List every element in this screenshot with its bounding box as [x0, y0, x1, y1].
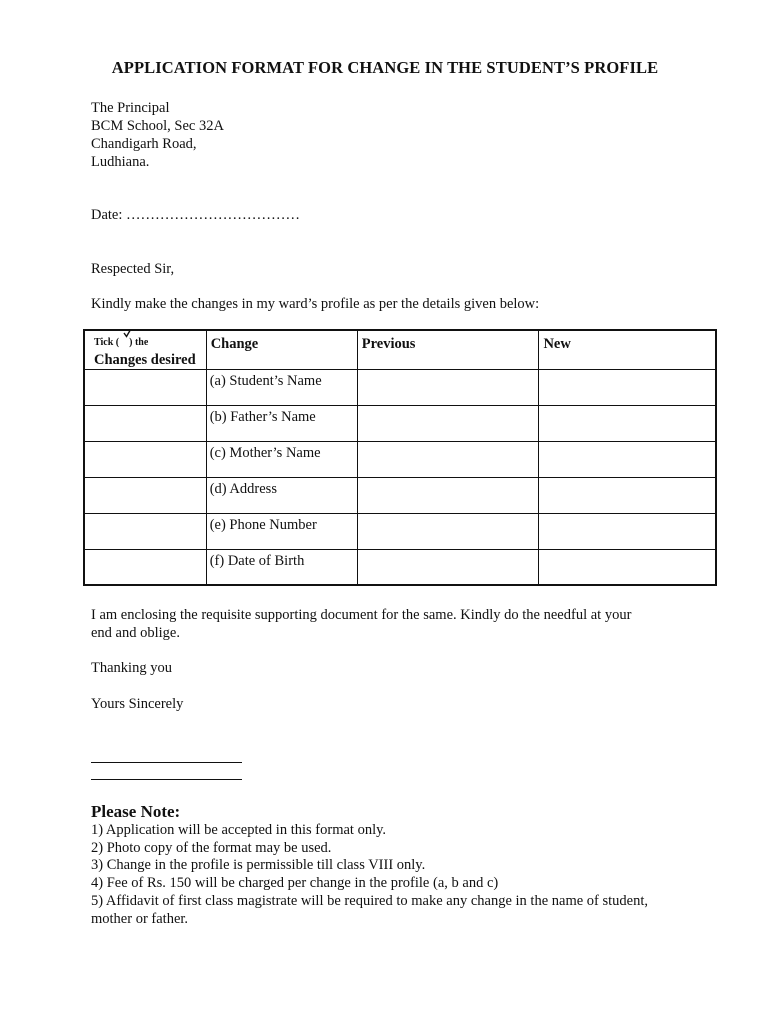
previous-cell[interactable]: [357, 369, 539, 405]
addressee-line: The Principal: [91, 100, 170, 116]
change-item-label: (e) Phone Number: [209, 516, 317, 533]
sign-off: Yours Sincerely: [91, 696, 184, 712]
addressee-line: BCM School, Sec 32A: [91, 118, 224, 134]
table-row: [84, 513, 716, 549]
note-item: 1) Application will be accepted in this format only.: [91, 822, 387, 838]
addressee-line: Ludhiana.: [91, 154, 150, 170]
tick-cell[interactable]: [84, 369, 206, 405]
changes-table: [83, 329, 717, 586]
previous-cell[interactable]: [357, 477, 539, 513]
addressee-block: [91, 99, 224, 171]
tick-cell[interactable]: [84, 441, 206, 477]
tick-header-cell: [84, 330, 206, 369]
table-row: [84, 477, 716, 513]
new-cell[interactable]: [539, 441, 716, 477]
table-row: [84, 369, 716, 405]
note-item: 2) Photo copy of the format may be used.: [91, 839, 332, 856]
change-cell: [206, 513, 357, 549]
previous-cell[interactable]: [357, 441, 539, 477]
change-item-label: (a) Student’s Name: [209, 372, 322, 389]
change-cell: [206, 405, 357, 441]
change-item-label: (b) Father’s Name: [209, 408, 316, 425]
change-header-cell: [206, 330, 357, 369]
new-cell[interactable]: [539, 369, 716, 405]
checkmark-icon: [123, 330, 131, 338]
note-item-continuation: mother or father.: [91, 910, 189, 927]
note-item: 4) Fee of Rs. 150 will be charged per change in the profile (a, b and c): [91, 874, 499, 891]
notes-list: [91, 822, 648, 928]
note-heading: Please Note:: [91, 802, 181, 821]
addressee-line: Chandigarh Road,: [91, 136, 197, 152]
thanks-text: Thanking you: [91, 660, 172, 676]
table-row: [84, 549, 716, 585]
tick-cell[interactable]: [84, 549, 206, 585]
change-cell: [206, 441, 357, 477]
signature-line[interactable]: [91, 762, 242, 763]
changes-desired-label: Changes desired: [94, 352, 196, 368]
tick-cell[interactable]: [84, 477, 206, 513]
closing-paragraph-line2: end and oblige.: [91, 625, 180, 641]
new-cell[interactable]: [539, 513, 716, 549]
table-row: [84, 441, 716, 477]
table-row: [84, 405, 716, 441]
change-cell: [206, 369, 357, 405]
note-item: 5) Affidavit of first class magistrate will be required to make any change in the name of student,: [91, 893, 649, 909]
tick-cell[interactable]: [84, 513, 206, 549]
change-cell: [206, 477, 357, 513]
change-cell: [206, 549, 357, 585]
previous-cell[interactable]: [357, 513, 539, 549]
previous-header: Previous: [361, 336, 416, 352]
change-item-label: (f) Date of Birth: [209, 552, 305, 569]
page-title: APPLICATION FORMAT FOR CHANGE IN THE STUDENT’S PROFILE: [111, 58, 659, 77]
new-header-cell: [539, 330, 716, 369]
closing-paragraph-line1: I am enclosing the requisite supporting document for the same. Kindly do the needful at your: [91, 607, 632, 623]
date-field[interactable]: Date: ………………………………: [91, 207, 301, 223]
new-cell[interactable]: [539, 549, 716, 585]
salutation: Respected Sir,: [91, 261, 175, 277]
tick-cell[interactable]: [84, 405, 206, 441]
name-line[interactable]: [91, 779, 242, 780]
previous-header-cell: [357, 330, 539, 369]
note-item: 3) Change in the profile is permissible till class VIII only.: [91, 857, 426, 873]
change-header: Change: [210, 336, 259, 352]
previous-cell[interactable]: [357, 405, 539, 441]
table-header-row: [84, 330, 716, 369]
new-header: New: [543, 336, 571, 352]
tick-instruction: Tick ( ) the: [94, 337, 149, 348]
intro-text: Kindly make the changes in my ward’s profile as per the details given below:: [91, 296, 540, 312]
previous-cell[interactable]: [357, 549, 539, 585]
new-cell[interactable]: [539, 405, 716, 441]
change-item-label: (c) Mother’s Name: [209, 444, 321, 461]
new-cell[interactable]: [539, 477, 716, 513]
change-item-label: (d) Address: [209, 480, 277, 497]
